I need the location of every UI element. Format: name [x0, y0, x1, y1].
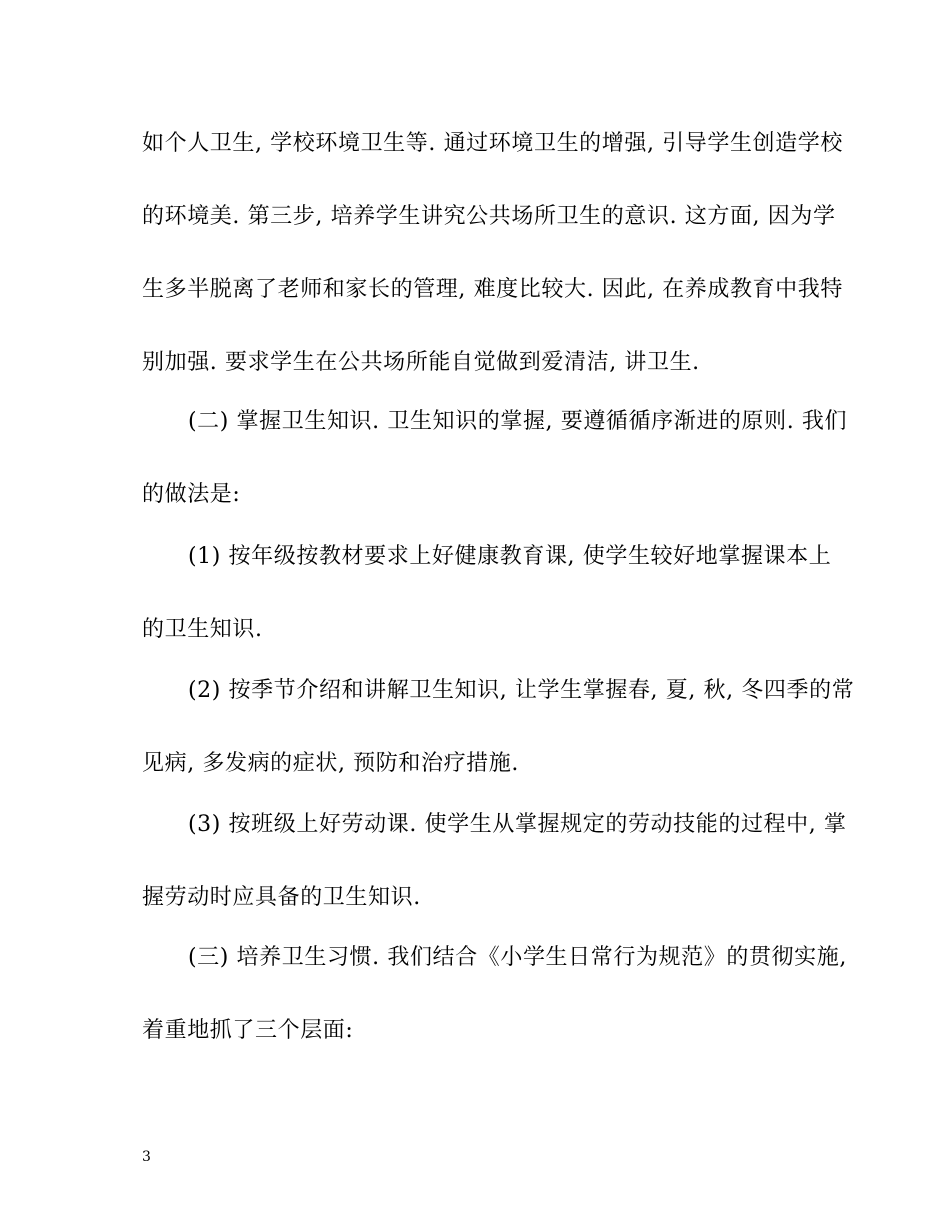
section-heading-line: (三) 培养卫生习惯. 我们结合《小学生日常行为规范》的贯彻实施, — [188, 945, 847, 970]
page-number: 3 — [142, 1149, 151, 1165]
list-item-line: (3) 按班级上好劳动课. 使学生从掌握规定的劳动技能的过程中, 掌 — [188, 812, 847, 837]
body-text-line: 着重地抓了三个层面: — [142, 1018, 354, 1043]
body-text-line: 生多半脱离了老师和家长的管理, 难度比较大. 因此, 在养成教育中我特 — [142, 277, 843, 302]
body-text-line: 见病, 多发病的症状, 预防和治疗措施. — [142, 751, 519, 776]
list-item-line: (1) 按年级按教材要求上好健康教育课, 使学生较好地掌握课本上 — [188, 544, 832, 569]
body-text-line: 的卫生知识. — [142, 617, 263, 642]
body-text-line: 如个人卫生, 学校环境卫生等. 通过环境卫生的增强, 引导学生创造学校 — [142, 131, 843, 156]
body-text-line: 的环境美. 第三步, 培养学生讲究公共场所卫生的意识. 这方面, 因为学 — [142, 204, 836, 229]
section-heading-line: (二) 掌握卫生知识. 卫生知识的掌握, 要遵循循序渐进的原则. 我们 — [188, 409, 848, 434]
body-text-line: 别加强. 要求学生在公共场所能自觉做到爱清洁, 讲卫生. — [142, 350, 700, 375]
list-item-line: (2) 按季节介绍和讲解卫生知识, 让学生掌握春, 夏, 秋, 冬四季的常 — [188, 678, 855, 703]
body-text-line: 握劳动时应具备的卫生知识. — [142, 885, 421, 910]
body-text-line: 的做法是: — [142, 482, 241, 507]
